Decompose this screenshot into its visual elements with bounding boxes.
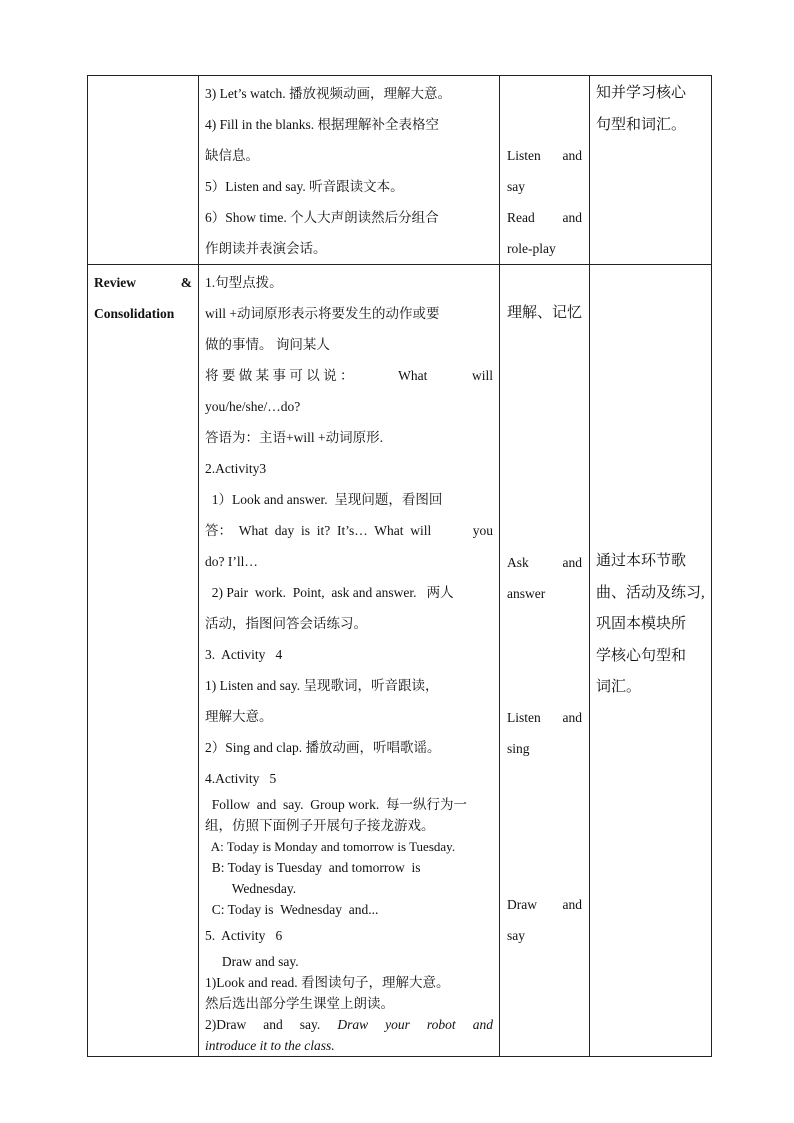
purpose-line: 句型和词汇。 xyxy=(596,116,687,133)
method-line: Read and xyxy=(507,210,583,225)
content-line: C: Today is Wednesday and... xyxy=(205,902,379,917)
content-line: 6）Show time. 个人大声朗读然后分组合 xyxy=(205,210,439,225)
content-line: 3. Activity 4 xyxy=(205,647,283,662)
purpose-line: 知并学习核心 xyxy=(596,85,687,101)
method-line: Listen and xyxy=(507,148,583,163)
content-line: 4.Activity 5 xyxy=(205,771,277,786)
content-line: 1）Look and answer. 呈现问题，看图回 xyxy=(205,492,443,507)
content-line: 理解大意。 xyxy=(205,709,273,724)
content-line: 缺信息。 xyxy=(205,148,259,163)
content-cell xyxy=(199,265,500,1057)
method-cell xyxy=(500,76,590,265)
stage-cell xyxy=(88,76,199,265)
content-cell xyxy=(199,76,500,265)
content-line: 答语为：主语+will +动词原形. xyxy=(205,430,383,445)
content-line: 5）Listen and say. 听音跟读文本。 xyxy=(205,179,404,194)
content-line: 组，仿照下面例子开展句子接龙游戏。 xyxy=(205,818,435,833)
stage-cell xyxy=(88,265,199,1057)
content-line: Draw and say. xyxy=(205,954,299,969)
content-line: 作朗读并表演会话。 xyxy=(205,241,327,256)
method-line: Listen and xyxy=(507,710,583,725)
content-line: 3) Let’s watch. 播放视频动画，理解大意。 xyxy=(205,86,451,101)
method-line: say xyxy=(507,179,525,194)
content-line: 1)Look and read. 看图读句子，理解大意。 xyxy=(205,975,450,990)
method-line: answer xyxy=(507,586,546,601)
method-line: Draw and xyxy=(507,897,583,912)
content-line: 2）Sing and clap. 播放动画，听唱歌谣。 xyxy=(205,740,441,755)
content-line: 答： What day is it? It’s… What will you xyxy=(205,523,493,538)
stage-title: Consolidation xyxy=(94,306,175,321)
content-line: 2) Pair work. Point, ask and answer. 两人 xyxy=(205,585,454,600)
content-line: Wednesday. xyxy=(205,881,297,896)
content-line: you/he/she/…do? xyxy=(205,399,301,414)
content-line: B: Today is Tuesday and tomorrow is xyxy=(205,860,421,875)
purpose-cell xyxy=(590,265,712,1057)
content-line: do? I’ll… xyxy=(205,554,258,569)
content-line: 2.Activity3 xyxy=(205,461,267,476)
content-line: Follow and say. Group work. 每一纵行为一 xyxy=(205,797,467,812)
content-line: 然后选出部分学生课堂上朗读。 xyxy=(205,996,394,1011)
purpose-line: 词汇。 xyxy=(596,679,642,695)
content-line: 将 要 做 某 事 可 以 说 ： What will xyxy=(205,368,493,383)
purpose-line: 学核心句型和 xyxy=(596,647,687,664)
method-cell xyxy=(500,265,590,1057)
method-line: Ask and xyxy=(507,555,583,570)
content-line: 活动，指图问答会话练习。 xyxy=(205,616,367,631)
stage-title: Review & xyxy=(94,275,192,290)
method-line: 理解、记忆 xyxy=(507,305,583,321)
purpose-line: 曲、活动及练习, xyxy=(596,584,705,601)
content-line: 5. Activity 6 xyxy=(205,928,283,943)
purpose-line: 通过本环节歌 xyxy=(596,553,687,569)
purpose-cell xyxy=(590,76,712,265)
content-line: 做的事情。 询问某人 xyxy=(205,337,330,352)
purpose-line: 巩固本模块所 xyxy=(596,616,687,632)
content-line: 1) Listen and say. 呈现歌词，听音跟读， xyxy=(205,678,439,693)
content-line: introduce it to the class. xyxy=(205,1038,335,1053)
table-row xyxy=(88,76,712,265)
content-line: will +动词原形表示将要发生的动作或要 xyxy=(205,306,440,321)
lesson-plan-table xyxy=(87,75,712,1057)
content-line: A: Today is Monday and tomorrow is Tuesday. xyxy=(205,839,456,854)
method-line: sing xyxy=(507,741,530,756)
content-line: 2)Draw and say. Draw your robot and xyxy=(205,1017,493,1032)
content-line: 1.句型点拨。 xyxy=(205,275,283,290)
content-line: 4) Fill in the blanks. 根据理解补全表格空 xyxy=(205,117,439,132)
method-line: say xyxy=(507,928,525,943)
method-line: role-play xyxy=(507,241,556,256)
table-row xyxy=(88,265,712,1057)
